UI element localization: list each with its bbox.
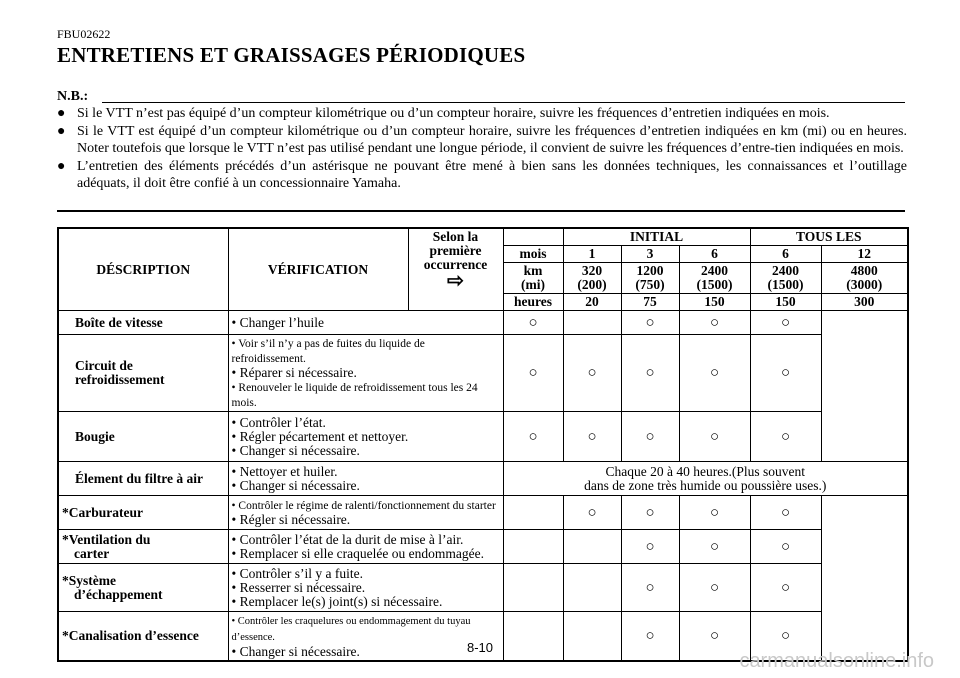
check-line: • Changer si nécessaire. — [231, 644, 360, 659]
interval-mark: ○ — [679, 564, 750, 612]
interval-mark: ○ — [621, 612, 679, 662]
interval-mark: ○ — [621, 530, 679, 564]
table-row — [58, 564, 908, 612]
interval-mark — [503, 496, 563, 530]
check-line: • Régler si nécessaire. — [231, 512, 351, 527]
item-description — [58, 335, 228, 412]
header-verification: VÉRIFICATION — [228, 228, 408, 311]
bullet-icon: ● — [57, 158, 66, 174]
mi-value: (200) — [577, 277, 607, 292]
interval-value: 1 — [563, 246, 621, 263]
header-first-occurrence — [408, 228, 503, 311]
km-value: 2400 — [701, 263, 728, 278]
header-tous-les: TOUS LES — [750, 228, 908, 246]
check-line: • Resserrer si nécessaire. — [231, 579, 366, 595]
interval-value: 20 — [563, 294, 621, 311]
check-line: • Réparer si nécessaire. — [231, 365, 357, 380]
interval-mark: ○ — [503, 412, 563, 462]
item-checks — [228, 335, 503, 412]
note-line: dans de zone très humide ou poussière uses.) — [584, 477, 827, 493]
interval-value — [621, 263, 679, 294]
unit-label — [503, 263, 563, 294]
interval-mark: ○ — [750, 335, 821, 412]
unit-km: km — [523, 263, 543, 278]
interval-value — [750, 263, 821, 294]
interval-mark: ○ — [679, 412, 750, 462]
maintenance-table — [57, 227, 909, 662]
interval-mark — [563, 564, 621, 612]
interval-mark: ○ — [750, 564, 821, 612]
mi-value: (750) — [635, 277, 665, 292]
interval-value: 6 — [750, 246, 821, 263]
km-value: 1200 — [636, 263, 664, 278]
interval-mark: ○ — [621, 311, 679, 335]
interval-mark: ○ — [563, 335, 621, 412]
interval-mark: ○ — [503, 311, 563, 335]
header-description: DÉSCRIPTION — [58, 228, 228, 311]
mi-value: (3000) — [846, 277, 883, 292]
check-line: • Contrôler le régime de ralenti/fonctionnement du starter — [231, 500, 496, 512]
mi-value: (1500) — [696, 277, 733, 292]
check-line: • Contrôler s’il y a fuite. — [231, 565, 363, 581]
table-row — [58, 412, 908, 462]
item-checks — [228, 462, 503, 496]
interval-value — [679, 263, 750, 294]
interval-mark: ○ — [750, 412, 821, 462]
section-divider — [57, 210, 905, 212]
header-blank — [503, 228, 563, 246]
note-item — [57, 123, 907, 158]
desc-line: Circuit de — [75, 358, 133, 373]
page-title: ENTRETIENS ET GRAISSAGES PÉRIODIQUES — [57, 43, 526, 67]
item-checks — [228, 564, 503, 612]
interval-value — [563, 263, 621, 294]
check-line: • Contrôler les craquelures ou endommagement du tuyau d’essence. — [231, 616, 471, 643]
check-line: • Voir s’il n’y a pas de fuites du liquide de refroidissement. — [231, 338, 425, 365]
km-value: 4800 — [850, 263, 878, 278]
interval-mark: ○ — [679, 311, 750, 335]
table-row — [58, 462, 908, 496]
check-line: • Remplacer si elle craquelée ou endommagée. — [231, 545, 484, 561]
item-description: Boîte de vitesse — [58, 311, 228, 335]
page-number: 8-10 — [466, 640, 494, 655]
interval-value: 12 — [821, 246, 908, 263]
interval-mark — [563, 311, 621, 335]
interval-mark — [563, 530, 621, 564]
item-checks — [228, 530, 503, 564]
table-row — [58, 311, 908, 335]
km-value: 320 — [581, 263, 603, 278]
interval-mark: ○ — [621, 412, 679, 462]
table-row — [58, 496, 908, 530]
interval-mark — [503, 564, 563, 612]
item-description — [58, 530, 228, 564]
interval-value: 6 — [679, 246, 750, 263]
check-line: • Remplacer le(s) joint(s) si nécessaire. — [231, 593, 443, 609]
km-value: 2400 — [772, 263, 799, 278]
interval-value: 3 — [621, 246, 679, 263]
item-description — [58, 564, 228, 612]
check-line: • Contrôler l’état. — [231, 414, 326, 430]
note-item — [57, 158, 907, 193]
item-description: *Canalisation d’essence — [58, 612, 228, 662]
nb-divider — [102, 102, 905, 103]
interval-mark: ○ — [621, 496, 679, 530]
watermark: carmanualsonline.info — [739, 650, 934, 672]
item-description: *Carburateur — [58, 496, 228, 530]
interval-note — [503, 462, 908, 496]
item-checks — [228, 311, 503, 335]
note-text: Si le VTT est équipé d’un compteur kilométrique ou d’un compteur horaire, suivre les fréquences d’entretien indiquées en km (mi) ou en heures. Noter toutefois que lorsque le VTT n’est pas utilisé pendant une longue période, il convient de suivre les fréquences d’entre-tien indiquées en mois. — [77, 123, 907, 156]
note-item — [57, 105, 907, 123]
item-description: Bougie — [58, 412, 228, 462]
item-checks — [228, 412, 503, 462]
interval-value: 150 — [679, 294, 750, 311]
note-text: L’entretien des éléments précédés d’un astérisque ne pouvant être mené à bien sans les données techniques, les connaissances et l’outillage adéquats, il doit être confié à un concessionnaire Yamaha. — [77, 158, 907, 191]
check-line: • Contrôler l’état de la durit de mise à l’air. — [231, 531, 464, 547]
desc-line: *Ventilation du — [62, 531, 151, 547]
mi-value: (1500) — [767, 277, 804, 292]
interval-mark: ○ — [503, 335, 563, 412]
check-line: • Renouveler le liquide de refroidissement tous les 24 mois. — [231, 382, 478, 409]
first-occurrence-label: Selon la première occurrence — [423, 229, 488, 272]
desc-line: carter — [74, 545, 110, 561]
desc-line: refroidissement — [75, 372, 165, 387]
interval-mark: ○ — [750, 496, 821, 530]
desc-line: d’échappement — [74, 586, 163, 602]
interval-mark: ○ — [750, 612, 821, 662]
check-line: • Régler pécartement et nettoyer. — [231, 428, 409, 444]
header-row — [58, 228, 908, 246]
interval-mark: ○ — [679, 612, 750, 662]
interval-mark: ○ — [563, 412, 621, 462]
notes-list — [57, 105, 907, 193]
interval-value: 300 — [821, 294, 908, 311]
interval-mark: ○ — [679, 496, 750, 530]
bullet-icon: ● — [57, 106, 66, 121]
nb-label: N.B.: — [57, 89, 89, 104]
interval-mark: ○ — [750, 311, 821, 335]
header-initial: INITIAL — [563, 228, 750, 246]
interval-mark: ○ — [750, 530, 821, 564]
arrow-right-icon: ⇨ — [447, 270, 464, 292]
interval-mark: ○ — [563, 496, 621, 530]
item-description: Élement du filtre à air — [58, 462, 228, 496]
check-line: • Nettoyer et huiler. — [231, 463, 338, 479]
document-code: FBU02622 — [57, 27, 111, 41]
table-row — [58, 530, 908, 564]
item-checks — [228, 496, 503, 530]
unit-mi: (mi) — [521, 277, 545, 292]
interval-mark: ○ — [679, 530, 750, 564]
check-line: • Changer si nécessaire. — [231, 477, 360, 493]
table-row — [58, 335, 908, 412]
check-line: • Changer l’huile — [231, 314, 324, 330]
desc-line: *Système — [62, 572, 116, 588]
note-text: Si le VTT n’est pas équipé d’un compteur kilométrique ou d’un compteur horaire, suivre les fréquences d’entretien indiquées en mois. — [77, 106, 830, 121]
unit-label: heures — [503, 294, 563, 311]
interval-value: 75 — [621, 294, 679, 311]
bullet-icon: ● — [57, 123, 66, 139]
note-line: Chaque 20 à 40 heures.(Plus souvent — [605, 463, 805, 479]
interval-mark — [503, 530, 563, 564]
interval-mark: ○ — [621, 335, 679, 412]
interval-mark: ○ — [621, 564, 679, 612]
interval-mark: ○ — [679, 335, 750, 412]
interval-value: 150 — [750, 294, 821, 311]
unit-label: mois — [503, 246, 563, 263]
check-line: • Changer si nécessaire. — [231, 442, 360, 458]
interval-value — [821, 263, 908, 294]
